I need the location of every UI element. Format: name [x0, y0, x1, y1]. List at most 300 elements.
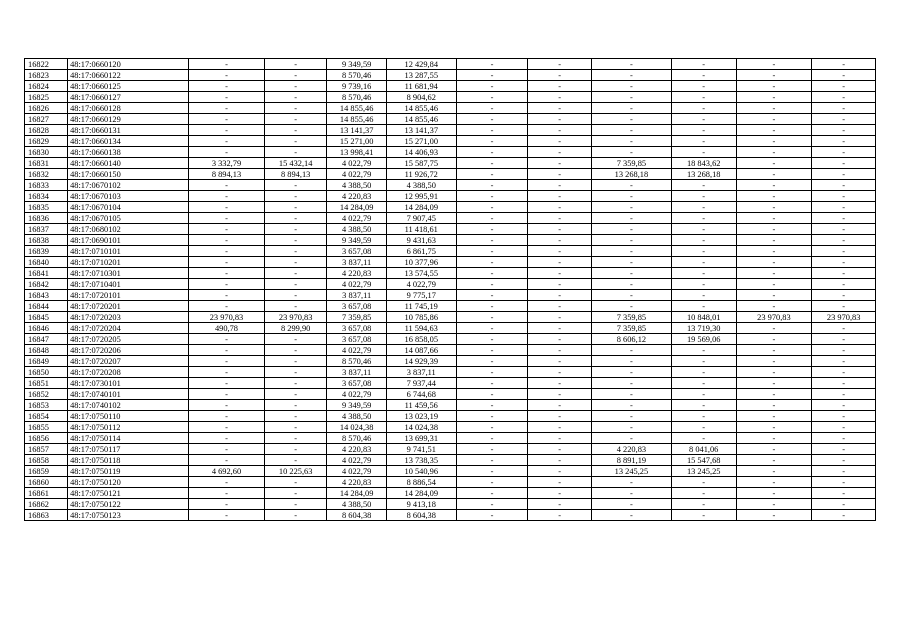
value-cell: - [591, 477, 671, 488]
cadastral-code-cell: 48:17:0750120 [68, 477, 189, 488]
row-number-cell: 16840 [25, 257, 68, 268]
value-cell: - [671, 400, 736, 411]
value-cell: - [528, 400, 592, 411]
value-cell: - [456, 378, 528, 389]
value-cell: - [264, 378, 327, 389]
value-cell: - [591, 59, 671, 70]
value-cell: - [812, 213, 876, 224]
value-cell: - [671, 268, 736, 279]
value-cell: - [456, 191, 528, 202]
value-cell: - [264, 367, 327, 378]
value-cell: 8 904,62 [386, 92, 456, 103]
table-row [25, 235, 876, 246]
value-cell: 7 937,44 [386, 378, 456, 389]
cadastral-code-cell: 48:17:0670105 [68, 213, 189, 224]
value-cell: - [812, 103, 876, 114]
value-cell: 9 739,16 [327, 81, 386, 92]
value-cell: 4 022,79 [327, 345, 386, 356]
value-cell: - [671, 81, 736, 92]
value-cell: - [812, 224, 876, 235]
cadastral-code-cell: 48:17:0710401 [68, 279, 189, 290]
cadastral-code-cell: 48:17:0750110 [68, 411, 189, 422]
value-cell: 8 894,13 [189, 169, 265, 180]
cadastral-code-cell: 48:17:0670103 [68, 191, 189, 202]
value-cell: 9 349,59 [327, 235, 386, 246]
value-cell: - [736, 367, 812, 378]
value-cell: - [591, 345, 671, 356]
value-cell: 14 855,46 [327, 103, 386, 114]
value-cell: - [456, 268, 528, 279]
value-cell: 14 855,46 [386, 114, 456, 125]
value-cell: - [189, 378, 265, 389]
value-cell: - [591, 422, 671, 433]
value-cell: - [736, 345, 812, 356]
value-cell: - [264, 70, 327, 81]
cadastral-code-cell: 48:17:0660122 [68, 70, 189, 81]
value-cell: - [456, 389, 528, 400]
value-cell: - [528, 59, 592, 70]
value-cell: - [264, 290, 327, 301]
value-cell: 8 894,13 [264, 169, 327, 180]
value-cell: - [736, 246, 812, 257]
value-cell: - [456, 400, 528, 411]
value-cell: 3 657,08 [327, 334, 386, 345]
value-cell: 13 738,35 [386, 455, 456, 466]
row-number-cell: 16842 [25, 279, 68, 290]
value-cell: - [264, 301, 327, 312]
table-row [25, 301, 876, 312]
value-cell: 9 431,63 [386, 235, 456, 246]
value-cell: - [591, 114, 671, 125]
value-cell: 12 429,84 [386, 59, 456, 70]
value-cell: 4 220,83 [327, 477, 386, 488]
value-cell: - [264, 444, 327, 455]
value-cell: - [736, 323, 812, 334]
value-cell: 14 284,09 [327, 488, 386, 499]
value-cell: - [264, 136, 327, 147]
value-cell: - [456, 356, 528, 367]
table-row [25, 455, 876, 466]
row-number-cell: 16861 [25, 488, 68, 499]
value-cell: - [189, 235, 265, 246]
value-cell: - [736, 257, 812, 268]
value-cell: - [456, 477, 528, 488]
value-cell: 4 220,83 [327, 191, 386, 202]
value-cell: - [671, 224, 736, 235]
value-cell: 8 886,54 [386, 477, 456, 488]
value-cell: 4 692,60 [189, 466, 265, 477]
value-cell: - [736, 301, 812, 312]
table-row [25, 92, 876, 103]
table-row [25, 59, 876, 70]
value-cell: - [264, 345, 327, 356]
value-cell: - [189, 356, 265, 367]
row-number-cell: 16862 [25, 499, 68, 510]
value-cell: - [264, 92, 327, 103]
value-cell: - [456, 433, 528, 444]
value-cell: 13 268,18 [671, 169, 736, 180]
value-cell: - [456, 224, 528, 235]
value-cell: 14 855,46 [386, 103, 456, 114]
value-cell: - [736, 103, 812, 114]
value-cell: 23 970,83 [264, 312, 327, 323]
value-cell: 14 929,39 [386, 356, 456, 367]
row-number-cell: 16822 [25, 59, 68, 70]
value-cell: - [591, 147, 671, 158]
value-cell: - [528, 334, 592, 345]
value-cell: - [736, 81, 812, 92]
cadastral-code-cell: 48:17:0740101 [68, 389, 189, 400]
value-cell: 8 606,12 [591, 334, 671, 345]
value-cell: - [591, 125, 671, 136]
value-cell: - [736, 224, 812, 235]
cadastral-code-cell: 48:17:0730101 [68, 378, 189, 389]
value-cell: - [264, 103, 327, 114]
value-cell: - [189, 191, 265, 202]
cadastral-code-cell: 48:17:0660120 [68, 59, 189, 70]
row-number-cell: 16823 [25, 70, 68, 81]
value-cell: - [736, 499, 812, 510]
table-row [25, 444, 876, 455]
value-cell: - [812, 158, 876, 169]
value-cell: - [591, 213, 671, 224]
value-cell: 3 837,11 [386, 367, 456, 378]
value-cell: - [736, 70, 812, 81]
value-cell: - [671, 367, 736, 378]
value-cell: - [528, 246, 592, 257]
value-cell: 8 604,38 [327, 510, 386, 521]
table-row [25, 279, 876, 290]
value-cell: - [671, 213, 736, 224]
row-number-cell: 16848 [25, 345, 68, 356]
cadastral-code-cell: 48:17:0720203 [68, 312, 189, 323]
value-cell: - [736, 147, 812, 158]
row-number-cell: 16860 [25, 477, 68, 488]
value-cell: - [591, 389, 671, 400]
row-number-cell: 16833 [25, 180, 68, 191]
cadastral-code-cell: 48:17:0740102 [68, 400, 189, 411]
row-number-cell: 16863 [25, 510, 68, 521]
value-cell: - [591, 81, 671, 92]
value-cell: - [671, 433, 736, 444]
value-cell: 6 861,75 [386, 246, 456, 257]
value-cell: - [736, 466, 812, 477]
value-cell: - [671, 246, 736, 257]
value-cell: 4 022,79 [327, 389, 386, 400]
value-cell: - [671, 378, 736, 389]
row-number-cell: 16844 [25, 301, 68, 312]
value-cell: - [189, 114, 265, 125]
value-cell: - [264, 114, 327, 125]
value-cell: - [456, 180, 528, 191]
value-cell: - [591, 279, 671, 290]
cadastral-code-cell: 48:17:0750119 [68, 466, 189, 477]
table-row [25, 312, 876, 323]
value-cell: - [528, 290, 592, 301]
value-cell: - [736, 92, 812, 103]
value-cell: - [736, 235, 812, 246]
row-number-cell: 16853 [25, 400, 68, 411]
value-cell: - [528, 202, 592, 213]
value-cell: - [264, 246, 327, 257]
row-number-cell: 16832 [25, 169, 68, 180]
value-cell: - [812, 466, 876, 477]
value-cell: - [671, 345, 736, 356]
value-cell: - [736, 400, 812, 411]
value-cell: - [736, 411, 812, 422]
value-cell: - [812, 81, 876, 92]
value-cell: 11 459,56 [386, 400, 456, 411]
cadastral-code-cell: 48:17:0750117 [68, 444, 189, 455]
value-cell: - [736, 455, 812, 466]
value-cell: - [189, 334, 265, 345]
value-cell: - [528, 257, 592, 268]
value-cell: - [264, 147, 327, 158]
value-cell: - [528, 114, 592, 125]
value-cell: - [264, 202, 327, 213]
value-cell: - [456, 125, 528, 136]
value-cell: - [189, 268, 265, 279]
value-cell: - [456, 367, 528, 378]
value-cell: 4 388,50 [327, 224, 386, 235]
row-number-cell: 16839 [25, 246, 68, 257]
value-cell: - [591, 257, 671, 268]
cadastral-code-cell: 48:17:0720201 [68, 301, 189, 312]
value-cell: - [812, 455, 876, 466]
value-cell: - [591, 202, 671, 213]
value-cell: - [736, 169, 812, 180]
value-cell: - [591, 246, 671, 257]
cadastral-code-cell: 48:17:0660138 [68, 147, 189, 158]
value-cell: - [528, 356, 592, 367]
value-cell: - [264, 125, 327, 136]
value-cell: - [528, 367, 592, 378]
value-cell: 15 271,00 [327, 136, 386, 147]
value-cell: 7 907,45 [386, 213, 456, 224]
value-cell: 13 268,18 [591, 169, 671, 180]
value-cell: 19 569,06 [671, 334, 736, 345]
value-cell: - [591, 92, 671, 103]
value-cell: - [528, 455, 592, 466]
table-row [25, 345, 876, 356]
value-cell: - [671, 70, 736, 81]
value-cell: 490,78 [189, 323, 265, 334]
value-cell: 15 271,00 [386, 136, 456, 147]
value-cell: - [189, 301, 265, 312]
value-cell: - [812, 444, 876, 455]
value-cell: - [264, 224, 327, 235]
value-cell: - [671, 136, 736, 147]
value-cell: - [264, 235, 327, 246]
value-cell: 8 041,06 [671, 444, 736, 455]
value-cell: - [528, 477, 592, 488]
value-cell: 4 022,79 [327, 279, 386, 290]
value-cell: 13 245,25 [671, 466, 736, 477]
table-row [25, 125, 876, 136]
value-cell: - [591, 136, 671, 147]
value-cell: - [812, 191, 876, 202]
value-cell: - [264, 411, 327, 422]
value-cell: - [812, 301, 876, 312]
value-cell: 7 359,85 [327, 312, 386, 323]
value-cell: - [528, 125, 592, 136]
value-cell: - [456, 411, 528, 422]
value-cell: - [736, 125, 812, 136]
cadastral-code-cell: 48:17:0710301 [68, 268, 189, 279]
value-cell: - [812, 510, 876, 521]
row-number-cell: 16838 [25, 235, 68, 246]
value-cell: - [736, 279, 812, 290]
table-row [25, 334, 876, 345]
value-cell: - [456, 213, 528, 224]
value-cell: - [528, 158, 592, 169]
value-cell: - [736, 378, 812, 389]
value-cell: - [671, 191, 736, 202]
value-cell: - [456, 59, 528, 70]
value-cell: - [264, 191, 327, 202]
value-cell: - [456, 510, 528, 521]
cadastral-code-cell: 48:17:0720208 [68, 367, 189, 378]
value-cell: - [528, 422, 592, 433]
value-cell: - [812, 268, 876, 279]
value-cell: - [264, 400, 327, 411]
table-row [25, 378, 876, 389]
value-cell: - [528, 136, 592, 147]
value-cell: 14 024,38 [327, 422, 386, 433]
value-cell: 9 741,51 [386, 444, 456, 455]
cadastral-values-table [24, 58, 876, 521]
value-cell: - [671, 477, 736, 488]
value-cell: - [528, 389, 592, 400]
table-row [25, 180, 876, 191]
value-cell: 14 284,09 [386, 488, 456, 499]
value-cell: - [671, 290, 736, 301]
value-cell: - [736, 290, 812, 301]
value-cell: - [671, 180, 736, 191]
value-cell: - [528, 433, 592, 444]
value-cell: - [812, 169, 876, 180]
value-cell: - [528, 92, 592, 103]
value-cell: - [812, 92, 876, 103]
value-cell: - [456, 323, 528, 334]
value-cell: - [671, 202, 736, 213]
cadastral-code-cell: 48:17:0660131 [68, 125, 189, 136]
value-cell: - [528, 268, 592, 279]
value-cell: - [591, 235, 671, 246]
value-cell: - [456, 103, 528, 114]
value-cell: 11 681,94 [386, 81, 456, 92]
value-cell: - [189, 488, 265, 499]
value-cell: 11 745,19 [386, 301, 456, 312]
value-cell: - [671, 422, 736, 433]
table-row [25, 290, 876, 301]
row-number-cell: 16828 [25, 125, 68, 136]
value-cell: - [528, 345, 592, 356]
value-cell: - [189, 180, 265, 191]
value-cell: - [456, 147, 528, 158]
row-number-cell: 16830 [25, 147, 68, 158]
value-cell: - [264, 356, 327, 367]
value-cell: - [264, 488, 327, 499]
value-cell: - [264, 499, 327, 510]
value-cell: 15 547,68 [671, 455, 736, 466]
value-cell: - [812, 257, 876, 268]
value-cell: - [812, 136, 876, 147]
value-cell: - [189, 213, 265, 224]
value-cell: - [528, 466, 592, 477]
value-cell: - [456, 334, 528, 345]
value-cell: 4 220,83 [327, 444, 386, 455]
value-cell: 14 855,46 [327, 114, 386, 125]
table-row [25, 202, 876, 213]
value-cell: - [456, 499, 528, 510]
table-row [25, 400, 876, 411]
cadastral-code-cell: 48:17:0670102 [68, 180, 189, 191]
value-cell: - [456, 290, 528, 301]
value-cell: - [264, 213, 327, 224]
cadastral-code-cell: 48:17:0660150 [68, 169, 189, 180]
cadastral-code-cell: 48:17:0720207 [68, 356, 189, 367]
value-cell: - [264, 279, 327, 290]
value-cell: 8 570,46 [327, 70, 386, 81]
value-cell: 13 719,30 [671, 323, 736, 334]
value-cell: 12 995,91 [386, 191, 456, 202]
value-cell: - [812, 378, 876, 389]
row-number-cell: 16836 [25, 213, 68, 224]
value-cell: - [591, 356, 671, 367]
table-row [25, 169, 876, 180]
value-cell: 4 022,79 [327, 466, 386, 477]
value-cell: - [528, 301, 592, 312]
value-cell: - [591, 103, 671, 114]
value-cell: - [812, 433, 876, 444]
value-cell: - [736, 433, 812, 444]
value-cell: 18 843,62 [671, 158, 736, 169]
value-cell: - [189, 246, 265, 257]
value-cell: 11 926,72 [386, 169, 456, 180]
row-number-cell: 16859 [25, 466, 68, 477]
value-cell: - [528, 213, 592, 224]
value-cell: 13 574,55 [386, 268, 456, 279]
value-cell: 23 970,83 [812, 312, 876, 323]
value-cell: - [812, 147, 876, 158]
value-cell: - [591, 510, 671, 521]
value-cell: - [671, 411, 736, 422]
value-cell: - [456, 455, 528, 466]
value-cell: - [812, 70, 876, 81]
value-cell: - [456, 466, 528, 477]
value-cell: - [456, 92, 528, 103]
value-cell: 14 284,09 [386, 202, 456, 213]
value-cell: - [189, 422, 265, 433]
row-number-cell: 16857 [25, 444, 68, 455]
value-cell: - [812, 356, 876, 367]
row-number-cell: 16825 [25, 92, 68, 103]
value-cell: - [736, 180, 812, 191]
value-cell: - [456, 301, 528, 312]
value-cell: - [736, 158, 812, 169]
value-cell: - [528, 103, 592, 114]
table-row [25, 367, 876, 378]
value-cell: - [736, 268, 812, 279]
value-cell: - [189, 125, 265, 136]
value-cell: - [189, 70, 265, 81]
value-cell: 8 299,90 [264, 323, 327, 334]
value-cell: - [528, 169, 592, 180]
value-cell: - [528, 378, 592, 389]
value-cell: - [189, 477, 265, 488]
value-cell: - [591, 378, 671, 389]
